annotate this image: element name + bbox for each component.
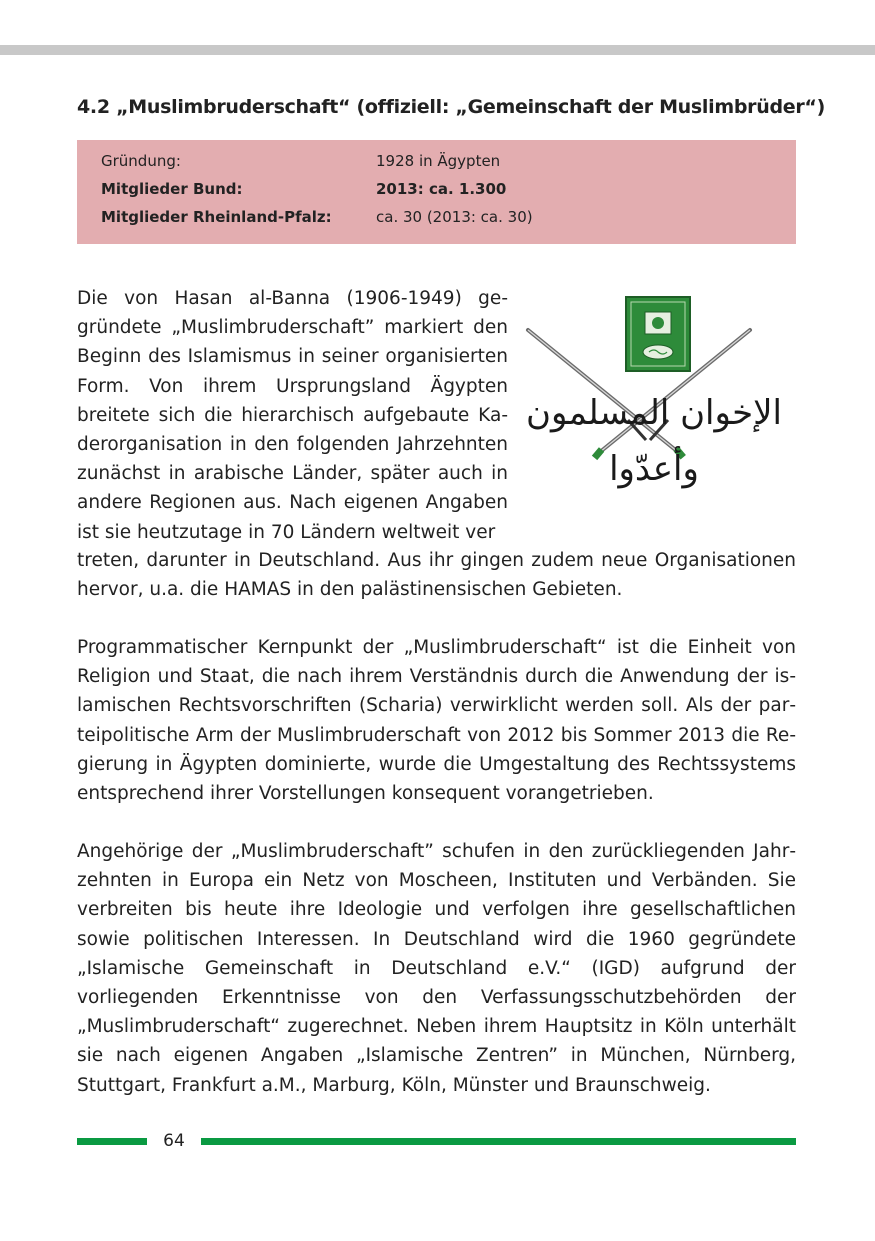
arabic-motto-text: وأعدّوا bbox=[609, 449, 699, 489]
info-row-founding bbox=[101, 147, 796, 175]
info-value: ca. 30 (2013: ca. 30) bbox=[376, 208, 533, 226]
paragraph-intro-wrapped: Die von Hasan al-Banna (1906-1949) gegründete „Muslimbruderschaft” markiert den Beginn des Islamismus in seiner organisierten Form. Von ihrem Ursprungsland Ägypten breitete sich die hierarchisch aufgebaute Kaderorganisation in den folgenden Jahrzehnten zunächst in arabische Länder, später auch in andere Regionen aus. Nach eigenen Angaben ist sie heutzutage in 70 Ländern weltweit ver bbox=[77, 288, 508, 543]
info-value: 1928 in Ägypten bbox=[376, 152, 501, 170]
paragraph-program: Programmatischer Kernpunkt der „Muslimbruderschaft“ ist die Einheit von Religion und Staat, die nach ihrem Verständnis durch die Anwendung der islamischen Rechtsvorschriften (Scharia) verwirklicht werden soll. Als der parteipolitische Arm der Muslimbruderschaft von 2012 bis Sommer 2013 die Regierung in Ägypten dominierte, wurde die Umgestaltung des Rechtssystems entsprechend ihrer Vorstellungen konsequent vorangetrieben. bbox=[77, 637, 796, 805]
info-label: Mitglieder Bund: bbox=[101, 180, 243, 198]
info-label: Gründung: bbox=[101, 152, 181, 170]
paragraph-intro-continued: treten, darunter in Deutschland. Aus ihr gingen zudem neue Organisationen hervor, u.a. die HAMAS in den palästinensischen Gebieten. bbox=[77, 550, 796, 601]
info-row-members-federal bbox=[101, 175, 796, 203]
top-divider bbox=[0, 45, 875, 55]
info-value: 2013: ca. 1.300 bbox=[376, 180, 507, 198]
info-row-members-state bbox=[101, 203, 796, 231]
section-heading: 4.2 „Muslimbruderschaft“ (offiziell: „Gemeinschaft der Muslimbrüder“) bbox=[77, 96, 825, 118]
footer-rule-right bbox=[201, 1138, 796, 1145]
page-number: 64 bbox=[163, 1131, 185, 1151]
paragraph-europe-network: Angehörige der „Muslimbruderschaft” schufen in den zurückliegenden Jahrzehnten in Europa ein Netz von Moscheen, Instituten und Verbänden. Sie verbreiten bis heute ihre Ideologie und verfolgen ihre gesellschaftlichen sowie politischen Interessen. In Deutschland wird die 1960 gegründete „Islamische Gemeinschaft in Deutschland e.V.“ (IGD) aufgrund der vorliegenden Erkenntnisse von den Verfassungsschutzbehörden der „Muslimbruderschaft“ zugerechnet. Neben ihrem Hauptsitz in Köln unterhält sie nach eigenen Angaben „Islamische Zentren” in München, Nürnberg, Stuttgart, Frankfurt a.M., Marburg, Köln, Münster und Braunschweig. bbox=[77, 841, 796, 1096]
info-box bbox=[77, 140, 796, 244]
arabic-name-text: الإخوان المسلمون bbox=[526, 393, 782, 433]
footer-rule-left bbox=[77, 1138, 147, 1145]
info-label: Mitglieder Rheinland-Pfalz: bbox=[101, 208, 332, 226]
muslim-brotherhood-emblem bbox=[518, 292, 790, 497]
quran-book-icon bbox=[626, 297, 690, 371]
